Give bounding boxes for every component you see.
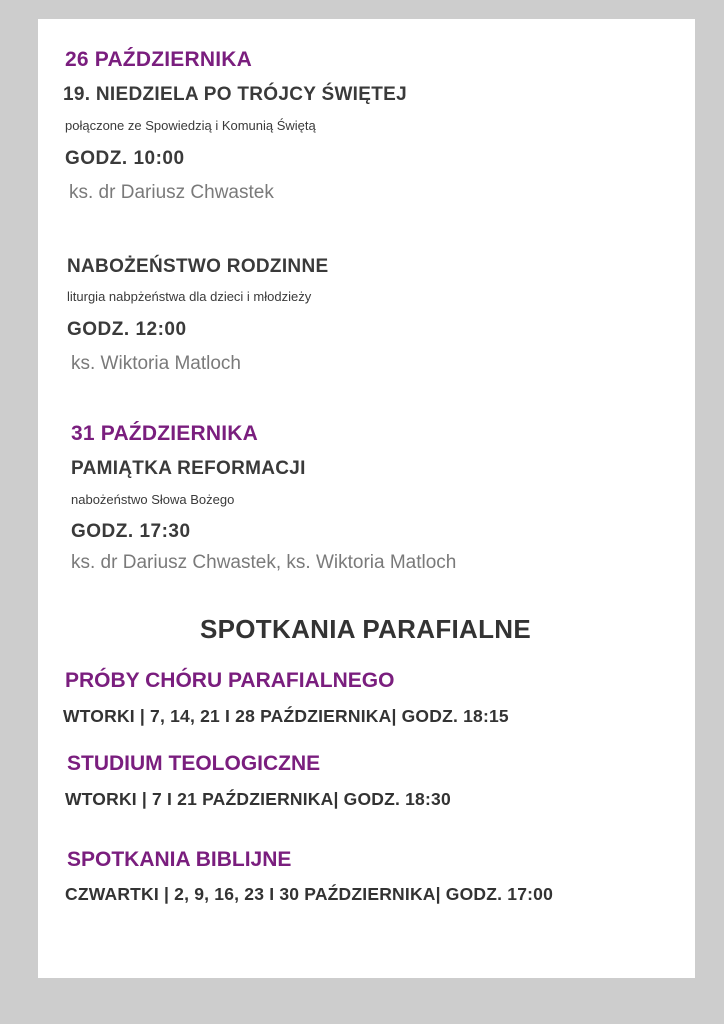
event-time: GODZ. 10:00: [65, 148, 185, 169]
event-time: GODZ. 17:30: [71, 521, 191, 542]
meeting-name: SPOTKANIA BIBLIJNE: [67, 848, 292, 871]
meeting-name: STUDIUM TEOLOGICZNE: [67, 752, 321, 775]
event-subtitle: liturgia nabpżeństwa dla dzieci i młodzieży: [67, 289, 312, 304]
event-presider: ks. Wiktoria Matloch: [71, 353, 241, 374]
event-title: PAMIĄTKA REFORMACJI: [71, 458, 306, 479]
event-date: 26 PAŹDZIERNIKA: [65, 48, 252, 71]
event-subtitle: połączone ze Spowiedzią i Komunią Świętą: [65, 118, 316, 133]
event-presider: ks. dr Dariusz Chwastek, ks. Wiktoria Matloch: [71, 552, 457, 573]
event-date: 31 PAŹDZIERNIKA: [71, 422, 258, 445]
meeting-schedule: WTORKI | 7 I 21 PAŹDZIERNIKA| GODZ. 18:30: [65, 789, 451, 809]
meeting-name: PRÓBY CHÓRU PARAFIALNEGO: [65, 669, 395, 692]
meeting-schedule: WTORKI | 7, 14, 21 I 28 PAŹDZIERNIKA| GODZ. 18:15: [63, 706, 509, 726]
event-title: NABOŻEŃSTWO RODZINNE: [67, 256, 329, 277]
section-heading: SPOTKANIA PARAFIALNE: [200, 614, 531, 644]
event-presider: ks. dr Dariusz Chwastek: [69, 182, 274, 203]
bulletin-page: [38, 19, 695, 978]
meeting-schedule: CZWARTKI | 2, 9, 16, 23 I 30 PAŹDZIERNIKA| GODZ. 17:00: [65, 884, 554, 904]
event-title: 19. NIEDZIELA PO TRÓJCY ŚWIĘTEJ: [63, 84, 407, 105]
event-time: GODZ. 12:00: [67, 319, 187, 340]
event-subtitle: nabożeństwo Słowa Bożego: [71, 492, 235, 507]
